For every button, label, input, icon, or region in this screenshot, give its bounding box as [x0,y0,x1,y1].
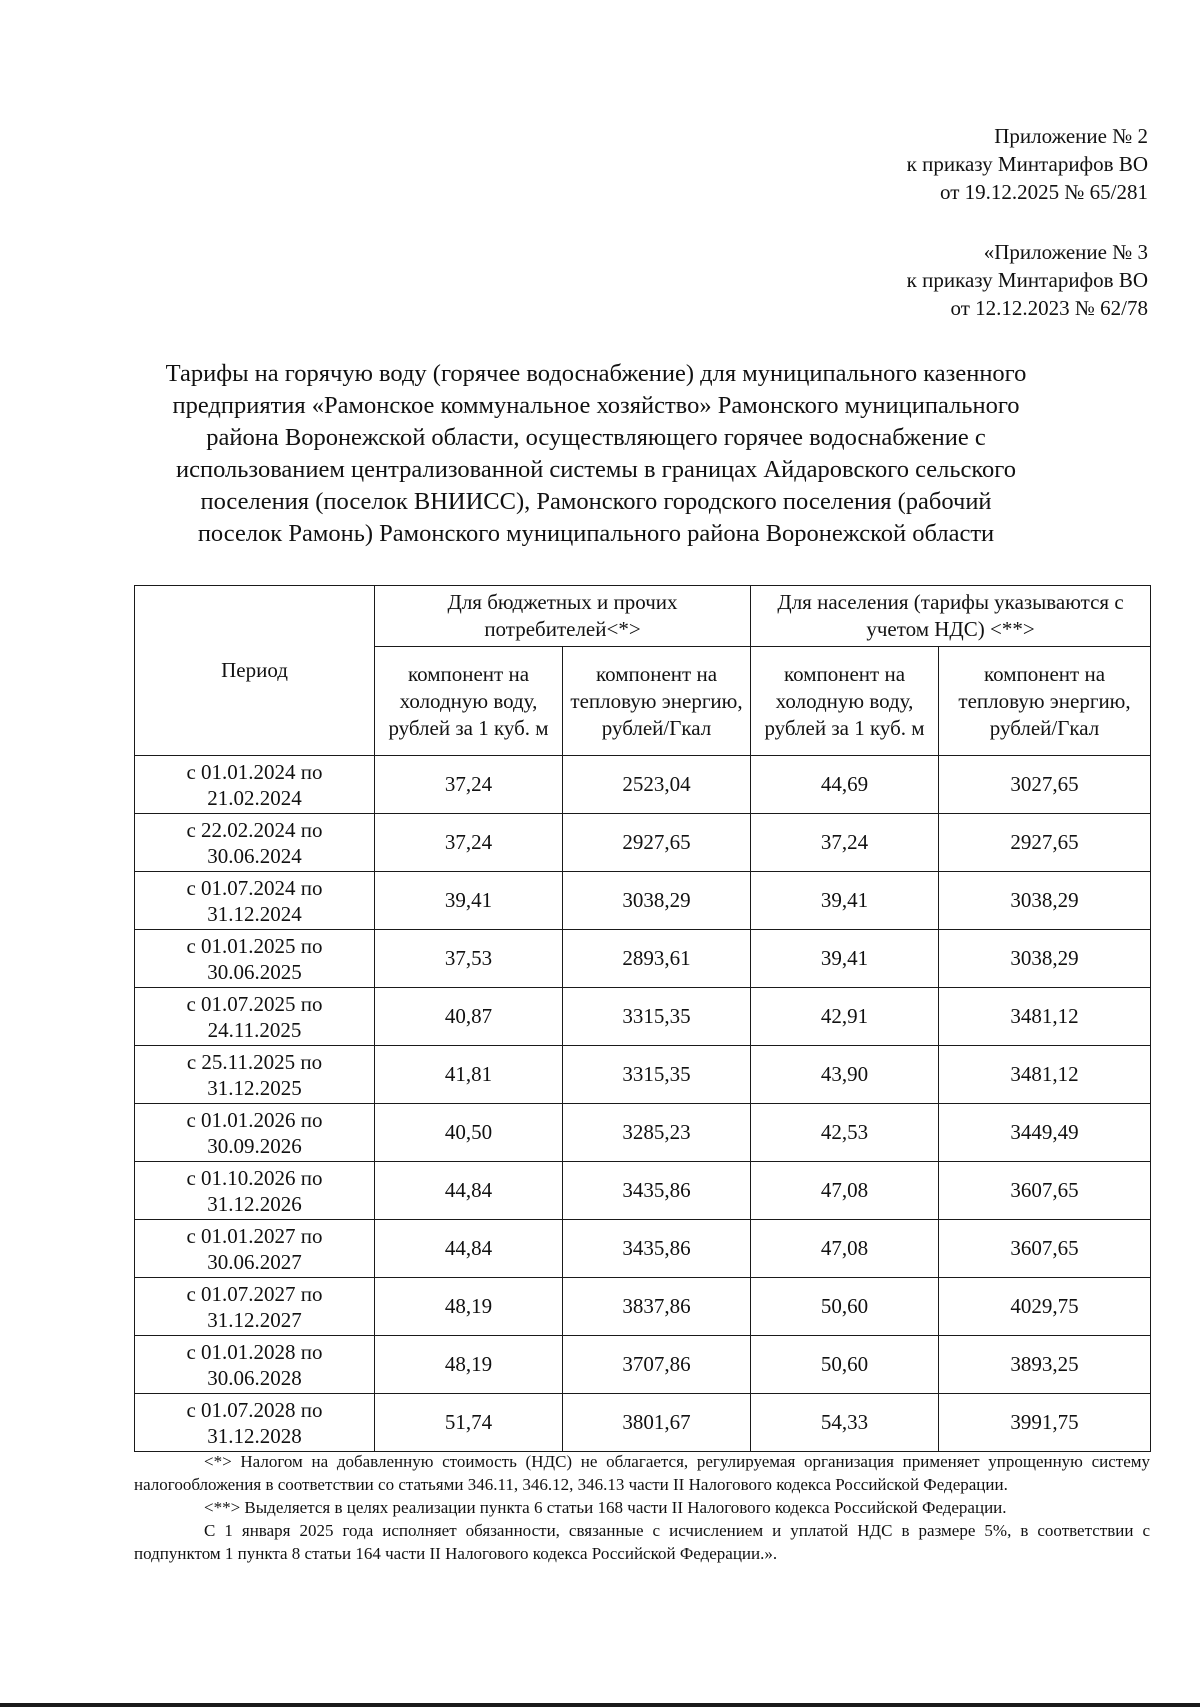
period-from: с 01.10.2026 по [186,1165,323,1190]
table-row [135,1162,1151,1220]
period-cell [135,1394,375,1452]
period-from: с 01.01.2024 по [186,759,323,784]
budget-cold-value: 37,24 [375,756,563,814]
population-cold-value: 43,90 [751,1046,939,1104]
budget-cold-value: 44,84 [375,1220,563,1278]
population-cold-value: 42,53 [751,1104,939,1162]
footnotes [134,1450,1150,1565]
population-cold-value: 42,91 [751,988,939,1046]
appendix-previous-header [907,238,1148,322]
period-to: 30.06.2024 [207,843,302,868]
population-heat-value: 3449,49 [939,1104,1151,1162]
period-from: с 01.07.2025 по [186,991,323,1016]
page-bottom-border [0,1703,1200,1707]
budget-heat-value: 3435,86 [563,1162,751,1220]
appendix-number: Приложение № 2 [994,124,1148,148]
footnote-vat-5-percent: С 1 января 2025 года исполняет обязанности, связанные с исчислением и уплатой НДС в размере 5%, в соответствии с подпунктом 1 пункта 8 статьи 164 части II Налогового кодекса Российской Федерации.». [134,1521,1150,1563]
budget-heat-value: 3707,86 [563,1336,751,1394]
budget-cold-water-header: компонент на холодную воду, рублей за 1 куб. м [375,647,563,756]
period-to: 21.02.2024 [207,785,302,810]
period-from: с 01.07.2027 по [186,1281,323,1306]
period-cell [135,1278,375,1336]
budget-heat-value: 2893,61 [563,930,751,988]
population-heat-value: 3038,29 [939,872,1151,930]
period-header: Период [135,586,375,756]
table-row [135,988,1151,1046]
table-row [135,756,1151,814]
population-heat-value: 3481,12 [939,1046,1151,1104]
budget-heat-value: 3285,23 [563,1104,751,1162]
title-line: района Воронежской области, осуществляющего горячее водоснабжение с [206,424,986,451]
population-heat-value: 3607,65 [939,1220,1151,1278]
period-from: с 25.11.2025 по [186,1049,323,1074]
table-row [135,1394,1151,1452]
period-cell [135,988,375,1046]
period-from: с 01.01.2026 по [186,1107,323,1132]
table-row [135,1220,1151,1278]
budget-heat-energy-header: компонент на тепловую энергию, рублей/Гкал [563,647,751,756]
table-row [135,1336,1151,1394]
population-cold-value: 50,60 [751,1278,939,1336]
period-cell [135,1046,375,1104]
period-to: 30.06.2027 [207,1249,302,1274]
period-to: 24.11.2025 [207,1017,302,1042]
budget-heat-value: 3038,29 [563,872,751,930]
period-cell [135,1104,375,1162]
period-from: с 01.07.2024 по [186,875,323,900]
period-from: с 01.01.2025 по [186,933,323,958]
period-from: с 01.01.2027 по [186,1223,323,1248]
table-row [135,930,1151,988]
title-line: поселок Рамонь) Рамонского муниципального района Воронежской области [197,520,995,547]
period-to: 31.12.2027 [207,1307,302,1332]
budget-cold-value: 40,50 [375,1104,563,1162]
budget-heat-value: 2523,04 [563,756,751,814]
appendix-current-header [907,122,1148,206]
period-cell [135,814,375,872]
population-heat-value: 3027,65 [939,756,1151,814]
population-cold-value: 39,41 [751,930,939,988]
period-to: 30.09.2026 [207,1133,302,1158]
appendix-number: «Приложение № 3 [983,240,1148,264]
period-cell [135,1336,375,1394]
population-cold-value: 37,24 [751,814,939,872]
population-cold-value: 50,60 [751,1336,939,1394]
footnote-vat-allocated: <**> Выделяется в целях реализации пункта 6 статьи 168 части II Налогового кодекса Российской Федерации. [204,1498,1007,1517]
population-header: Для населения (тарифы указываются с учетом НДС) <**> [751,586,1151,647]
period-to: 31.12.2026 [207,1191,302,1216]
budget-heat-value: 3315,35 [563,1046,751,1104]
period-from: с 22.02.2024 по [186,817,323,842]
budget-heat-value: 3315,35 [563,988,751,1046]
population-heat-value: 3893,25 [939,1336,1151,1394]
appendix-order-date: от 12.12.2023 № 62/78 [950,296,1148,320]
budget-cold-value: 37,24 [375,814,563,872]
population-cold-value: 54,33 [751,1394,939,1452]
period-cell [135,756,375,814]
population-heat-value: 2927,65 [939,814,1151,872]
budget-heat-value: 3837,86 [563,1278,751,1336]
budget-cold-value: 40,87 [375,988,563,1046]
population-heat-energy-header: компонент на тепловую энергию, рублей/Гкал [939,647,1151,756]
table-row [135,1046,1151,1104]
period-to: 31.12.2025 [207,1075,302,1100]
population-cold-value: 47,08 [751,1162,939,1220]
period-cell [135,930,375,988]
table-row [135,814,1151,872]
population-heat-value: 3991,75 [939,1394,1151,1452]
budget-cold-value: 48,19 [375,1278,563,1336]
footnote-vat-exempt: <*> Налогом на добавленную стоимость (НДС) не облагается, регулируемая организация применяет упрощенную систему налогообложения в соответствии со статьями 346.11, 346.12, 346.13 части II Налогового кодекса Российской Федерации. [134,1452,1150,1494]
period-cell [135,1162,375,1220]
budget-consumers-header: Для бюджетных и прочих потребителей<*> [375,586,751,647]
table-row [135,872,1151,930]
population-heat-value: 4029,75 [939,1278,1151,1336]
population-heat-value: 3607,65 [939,1162,1151,1220]
period-cell [135,872,375,930]
title-line: поселения (поселок ВНИИСС), Рамонского городского поселения (рабочий [200,488,992,515]
table-row [135,1104,1151,1162]
budget-heat-value: 3435,86 [563,1220,751,1278]
budget-cold-value: 51,74 [375,1394,563,1452]
budget-heat-value: 3801,67 [563,1394,751,1452]
title-line: Тарифы на горячую воду (горячее водоснабжение) для муниципального казенного [165,360,1027,387]
budget-cold-value: 41,81 [375,1046,563,1104]
period-from: с 01.01.2028 по [186,1339,323,1364]
period-to: 31.12.2024 [207,901,302,926]
budget-cold-value: 39,41 [375,872,563,930]
population-cold-value: 39,41 [751,872,939,930]
appendix-order-ref: к приказу Минтарифов ВО [906,268,1148,292]
population-cold-water-header: компонент на холодную воду, рублей за 1 куб. м [751,647,939,756]
period-to: 30.06.2028 [207,1365,302,1390]
title-line: использованием централизованной системы в границах Айдаровского сельского [175,456,1016,483]
title-line: предприятия «Рамонское коммунальное хозяйство» Рамонского муниципального [172,392,1020,419]
population-heat-value: 3038,29 [939,930,1151,988]
period-to: 31.12.2028 [207,1423,302,1448]
population-heat-value: 3481,12 [939,988,1151,1046]
period-cell [135,1220,375,1278]
population-cold-value: 44,69 [751,756,939,814]
budget-cold-value: 44,84 [375,1162,563,1220]
table-row [135,1278,1151,1336]
tariff-table [134,585,1151,1452]
period-to: 30.06.2025 [207,959,302,984]
document-title [132,358,1060,550]
appendix-order-date: от 19.12.2025 № 65/281 [939,180,1148,204]
appendix-order-ref: к приказу Минтарифов ВО [906,152,1148,176]
period-from: с 01.07.2028 по [186,1397,323,1422]
table-group-header-row [135,586,1151,647]
budget-heat-value: 2927,65 [563,814,751,872]
budget-cold-value: 48,19 [375,1336,563,1394]
population-cold-value: 47,08 [751,1220,939,1278]
budget-cold-value: 37,53 [375,930,563,988]
